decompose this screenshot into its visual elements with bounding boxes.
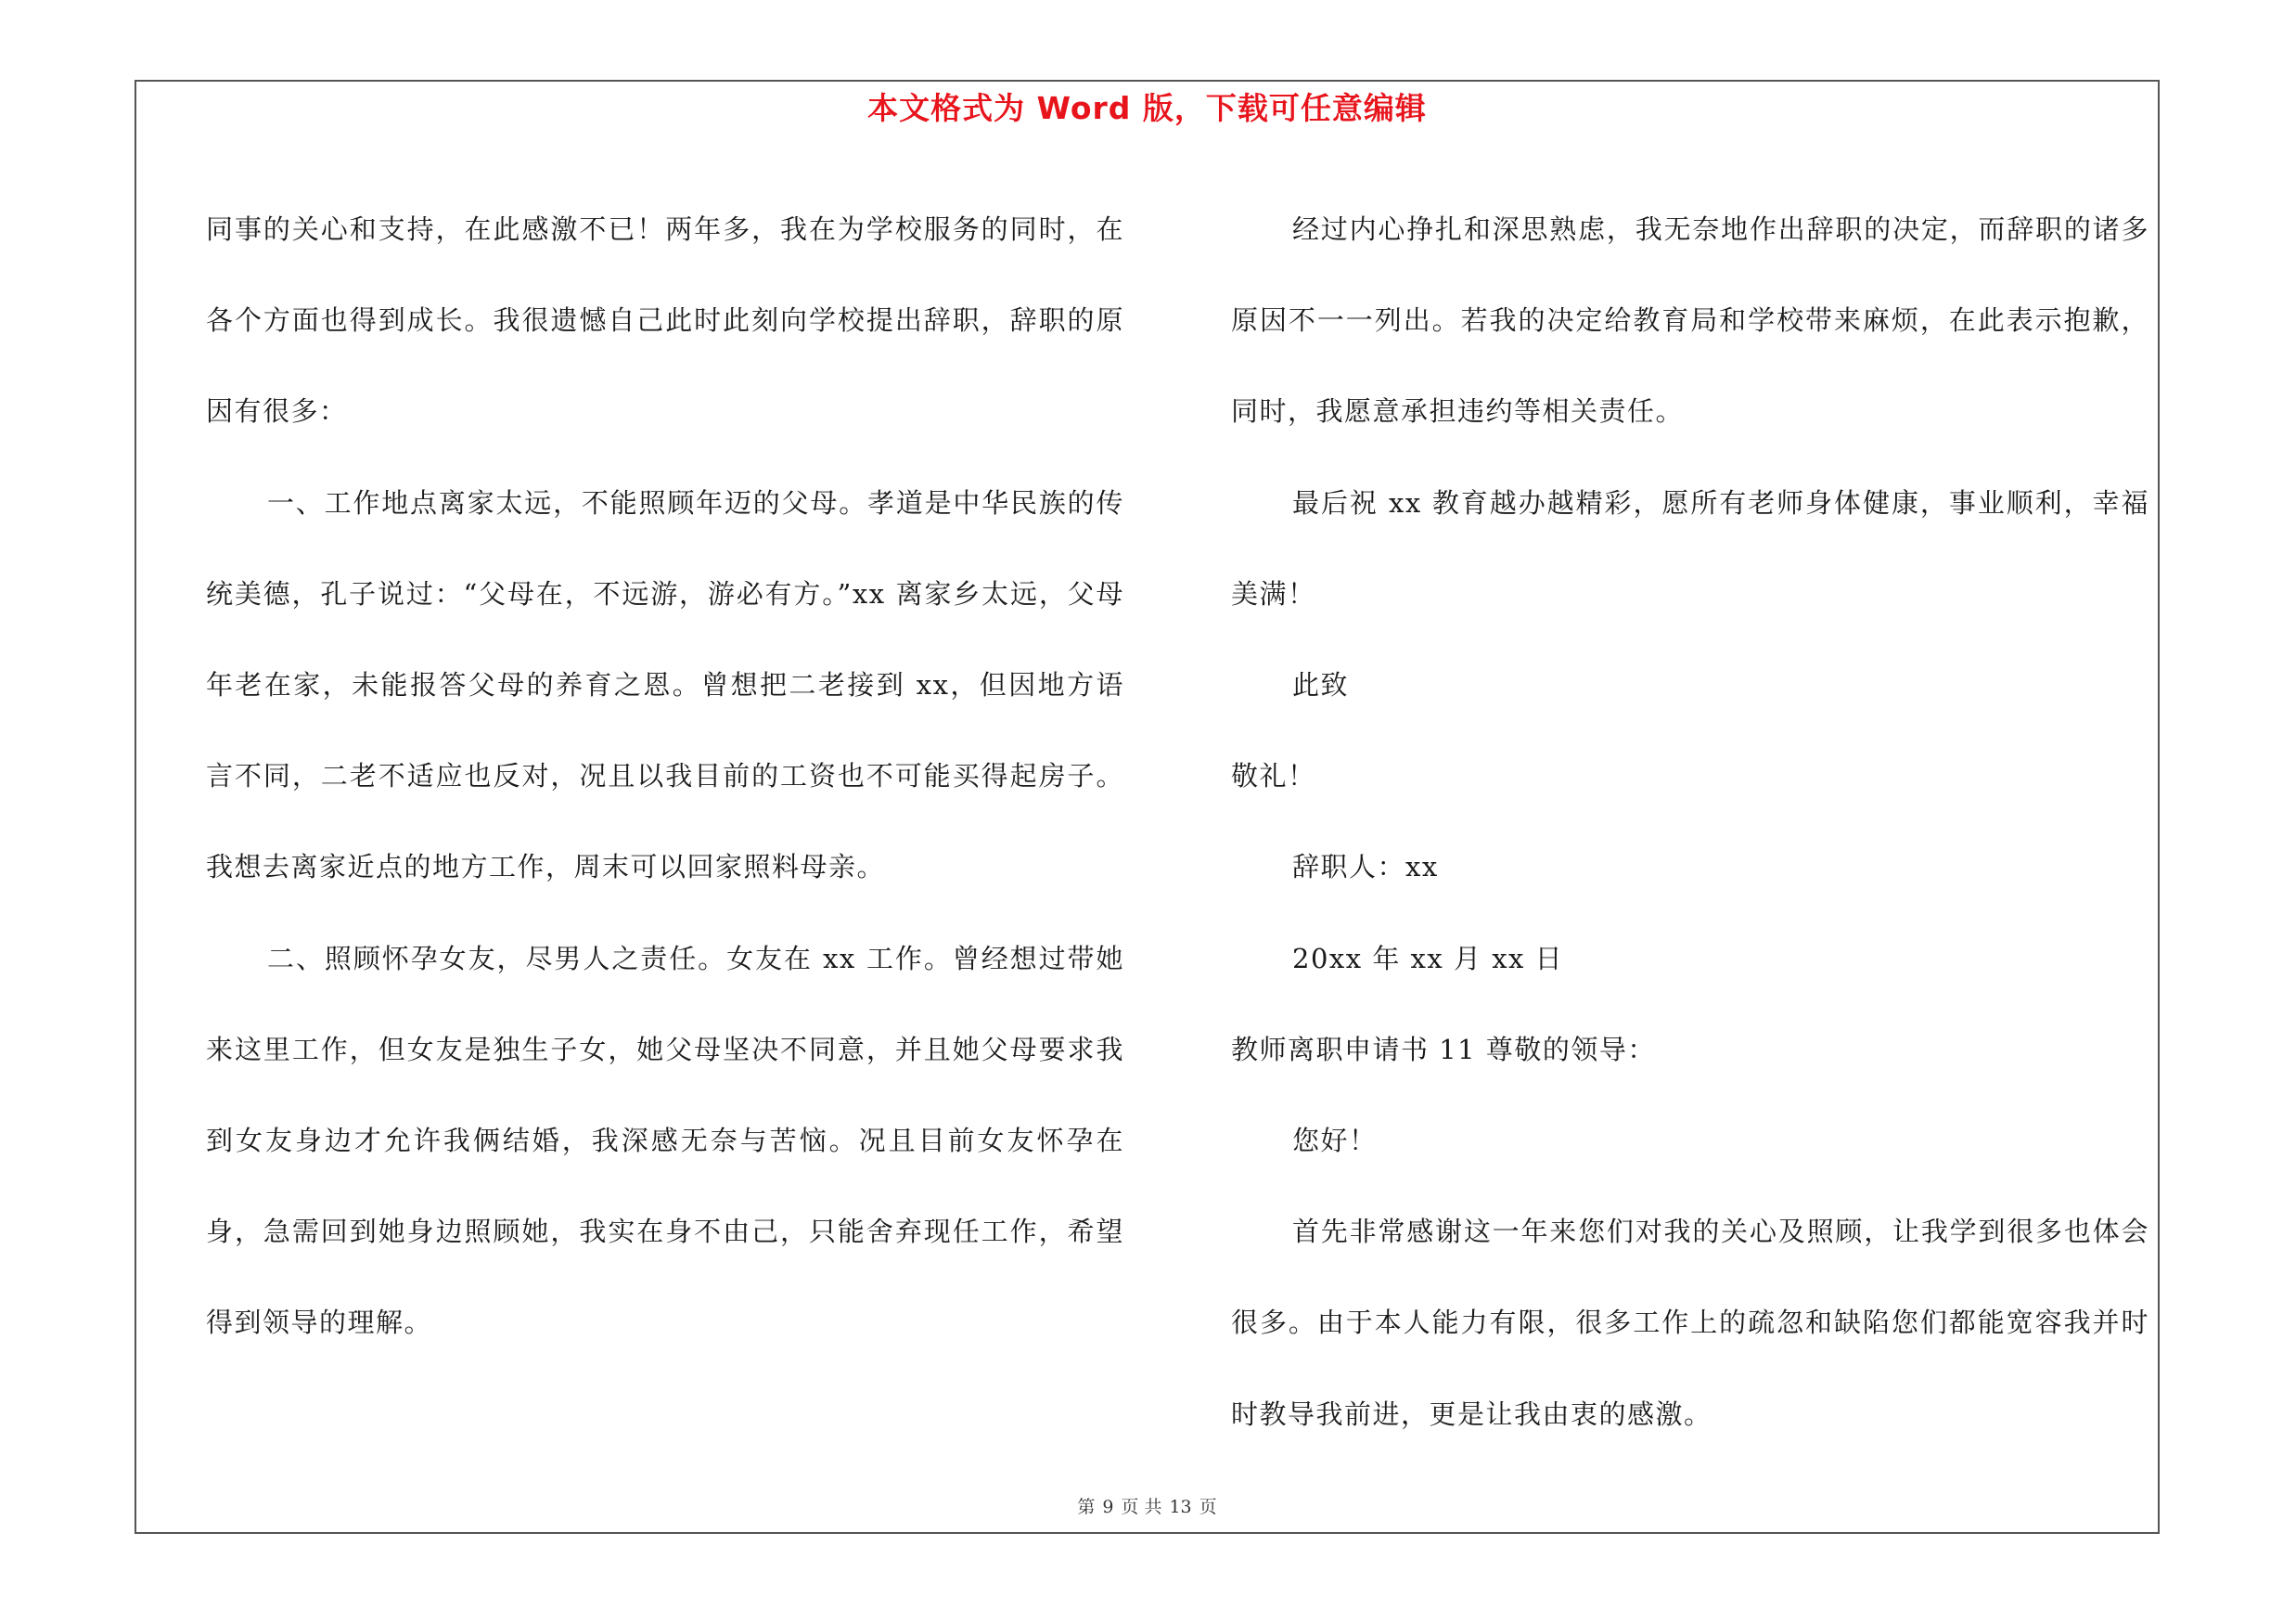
paragraph: 最后祝 xx 教育越办越精彩，愿所有老师身体健康，事业顺利，幸福美满！ (1231, 486, 2149, 610)
footer-suffix: 页 (1199, 1497, 1217, 1517)
paragraph: 二、照顾怀孕女友，尽男人之责任。女友在 xx 工作。曾经想过带她来这里工作，但女友是独生子女，她父母坚决不同意，并且她父母要求我到女友身边才允许我俩结婚，我深感无奈与苦恼。况且目前女友怀孕在身，急需回到她身边照顾她，我实在身不由己，只能舍弃现任工作，希望得到领导的理解。 (206, 942, 1124, 1339)
current-page-number: 9 (1102, 1497, 1114, 1517)
letter-heading: 教师离职申请书 11 尊敬的领导： (1231, 1033, 1656, 1065)
paragraph: 同事的关心和支持，在此感激不已！两年多，我在为学校服务的同时，在各个方面也得到成长。我很遗憾自己此时此刻向学校提出辞职，辞职的原因有很多： (206, 213, 1124, 428)
page-footer (135, 1494, 2160, 1520)
paragraph: 一、工作地点离家太远，不能照顾年迈的父母。孝道是中华民族的传统美德，孔子说过：“父母在，不远游，游必有方。”xx 离家乡太远，父母年老在家，未能报答父母的养育之恩。曾想把二老接到 xx，但因地方语言不同，二老不适应也反对，况且以我目前的工资也不可能买得起房子。我想去离家近点的地方工作，周末可以回家照料母亲。 (206, 486, 1124, 883)
paragraph: 经过内心挣扎和深思熟虑，我无奈地作出辞职的决定，而辞职的诸多原因不一一列出。若我的决定给教育局和学校带来麻烦，在此表示抱歉，同时，我愿意承担违约等相关责任。 (1231, 213, 2149, 428)
left-column (206, 184, 1124, 1369)
format-banner: 本文格式为 Word 版，下载可任意编辑 (867, 90, 1427, 126)
greeting: 您好！ (1292, 1125, 1378, 1157)
footer-middle: 页 共 (1121, 1497, 1162, 1517)
paragraph: 首先非常感谢这一年来您们对我的关心及照顾，让我学到很多也体会很多。由于本人能力有限，很多工作上的疏忽和缺陷您们都能宽容我并时时教导我前进，更是让我由衷的感激。 (1231, 1216, 2149, 1430)
right-column (1231, 184, 2149, 1460)
date-line: 20xx 年 xx 月 xx 日 (1292, 942, 1564, 974)
total-page-count: 13 (1169, 1497, 1192, 1517)
signature-line: 辞职人：xx (1292, 851, 1439, 883)
footer-prefix: 第 (1077, 1497, 1096, 1517)
closing-salutation: 此致 (1292, 669, 1350, 702)
closing-regards: 敬礼！ (1231, 760, 1316, 792)
